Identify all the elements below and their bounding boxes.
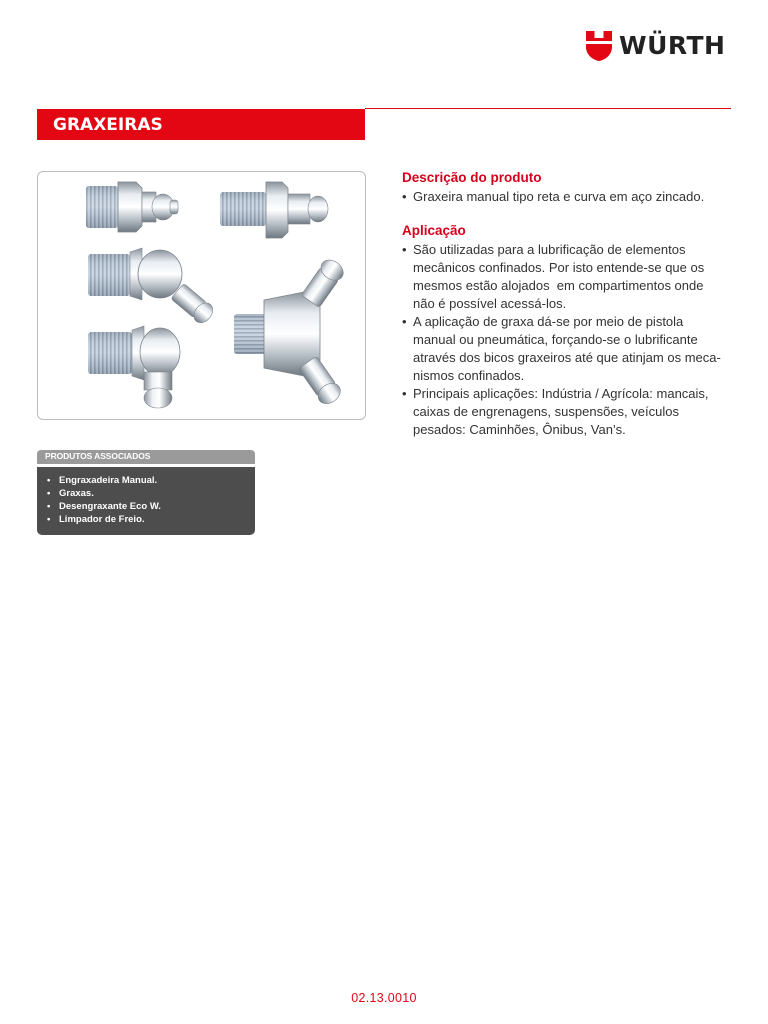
application-line: não é possível acessá-los. — [413, 296, 567, 311]
application-line: • São utilizadas para a lubrificação de elementos — [413, 242, 686, 257]
wurth-emblem-icon — [585, 30, 613, 62]
product-code: 02.13.0010 — [351, 991, 417, 1005]
application-item-2 — [402, 313, 732, 385]
description-item: • Graxeira manual tipo reta e curva em aço zincado. — [402, 188, 732, 206]
application-line: caixas de engrenagens, suspensões, veículos — [413, 404, 679, 419]
page-title-band — [37, 109, 365, 140]
description-section — [402, 169, 732, 206]
application-line: mesmos estão alojados em compartimentos onde — [413, 278, 704, 293]
product-image — [37, 171, 366, 420]
application-line: • Principais aplicações: Indústria / Agrícola: mancais, — [413, 386, 709, 401]
application-line: nismos confinados. — [413, 368, 525, 383]
angled-fitting-90 — [88, 326, 180, 408]
list-item: • Limpador de Freio. — [47, 513, 255, 526]
straight-fitting-2 — [220, 182, 328, 238]
associated-products-list — [37, 467, 255, 526]
application-title: Aplicação — [402, 223, 466, 238]
brand-name: WÜRTH — [619, 31, 726, 60]
application-line: através dos bicos graxeiros até que atinjam os meca- — [413, 350, 721, 365]
angled-fitting-45 — [88, 248, 217, 326]
tee-fitting — [234, 256, 347, 408]
application-item-1 — [402, 241, 732, 313]
associated-products-box — [37, 467, 255, 535]
application-line: mecânicos confinados. Por isto entende-se que os — [413, 260, 705, 275]
application-line: pesados: Caminhões, Ônibus, Van’s. — [413, 422, 626, 437]
application-line: • A aplicação de graxa dá-se por meio de pistola — [413, 314, 684, 329]
page-title: GRAXEIRAS — [53, 115, 163, 135]
application-line: manual ou pneumática, forçando-se o lubrificante — [413, 332, 698, 347]
application-item-3 — [402, 385, 732, 439]
list-item: • Engraxadeira Manual. — [47, 474, 255, 487]
list-item: • Graxas. — [47, 487, 255, 500]
application-section — [402, 222, 732, 439]
header-rule — [365, 108, 731, 109]
list-item: • Desengraxante Eco W. — [47, 500, 255, 513]
description-title: Descrição do produto — [402, 170, 542, 185]
wurth-logo — [585, 30, 735, 64]
associated-products-header — [37, 450, 255, 464]
straight-fitting-1 — [86, 182, 178, 232]
grease-fittings-illustration — [38, 172, 365, 419]
associated-products-title: PRODUTOS ASSOCIADOS — [45, 451, 151, 461]
